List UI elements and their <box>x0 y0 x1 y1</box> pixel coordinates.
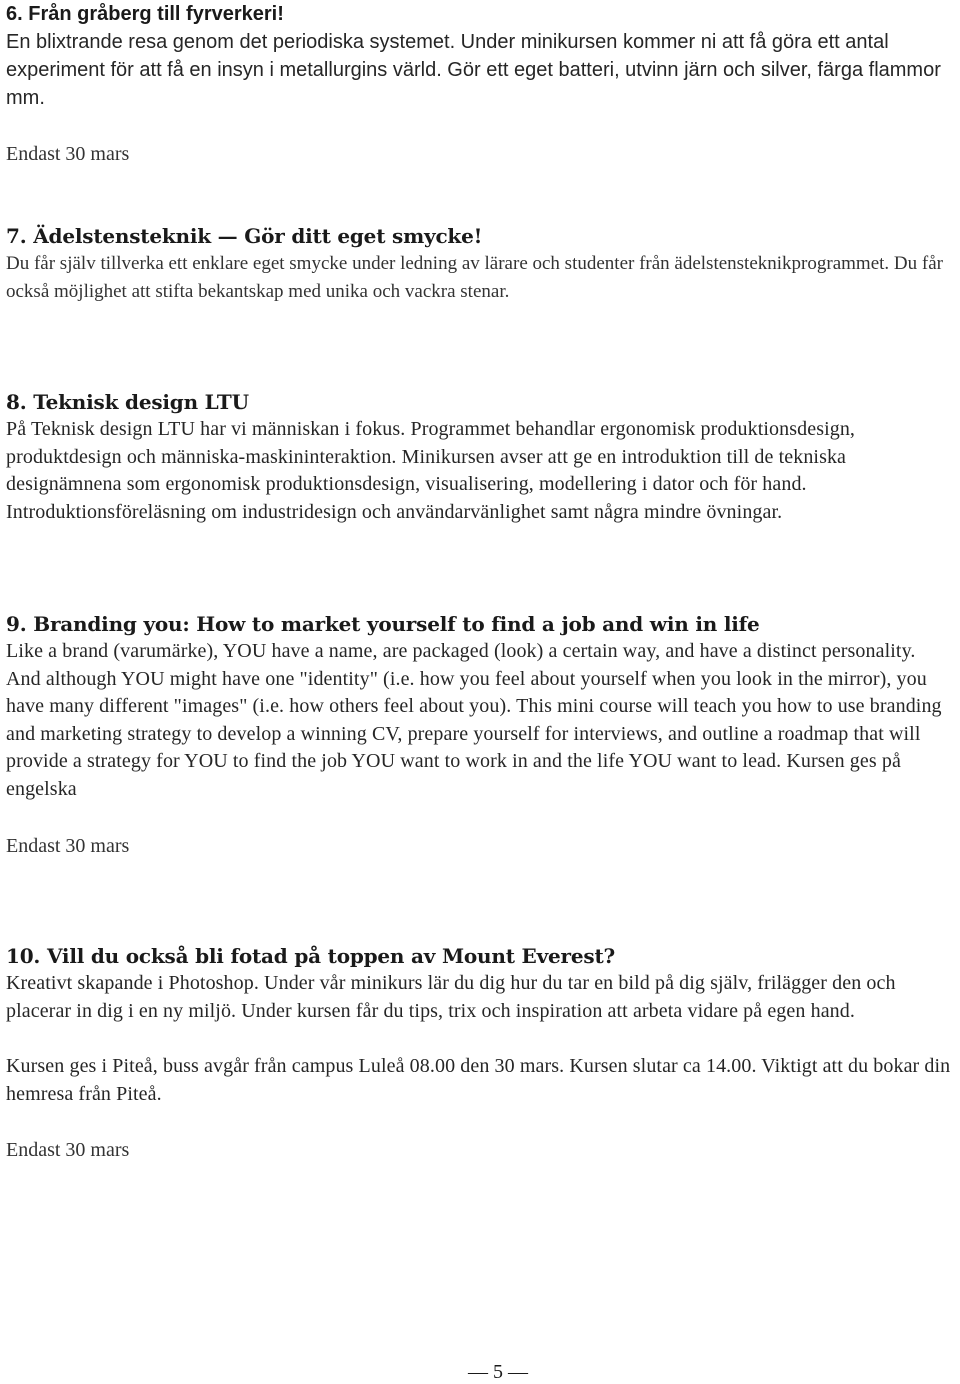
section-7-heading: 7. Ädelstensteknik — Gör ditt eget smycke! <box>6 224 483 248</box>
section-9-body: Like a brand (varumärke), YOU have a name, are packaged (look) a certain way, and have a distinct personality. And although YOU might have one "identity" (i.e. how you feel about yourself when you look in the mirror), you have many different "images" (i.e. how others feel about you). This mini course will teach you how to use branding and marketing strategy to develop a winning CV, prepare yourself for interviews, and outline a roadmap that will provide a strategy for YOU to find the job YOU want to work in and the life YOU want to lead. Kursen ges på engelska <box>6 640 942 800</box>
section-6-heading: 6. Från gråberg till fyrverkeri! <box>6 3 284 25</box>
section-10-note: Endast 30 mars <box>6 1139 130 1162</box>
section-10-body: Kreativt skapande i Photoshop. Under vår minikurs lär du dig hur du tar en bild på dig själv, frilägger den och placerar in dig i en ny miljö. Under kursen får du tips, trix och inspiration att arbeta vidare på egen hand. <box>6 972 896 1022</box>
section-10-heading: 10. Vill du också bli fotad på toppen av Mount Everest? <box>6 944 616 968</box>
section-8-heading: 8. Teknisk design LTU <box>6 390 249 414</box>
page-number: — 5 — <box>468 1361 528 1383</box>
section-6-body: En blixtrande resa genom det periodiska systemet. Under minikursen kommer ni att få göra ett antal experiment för att få en insyn i metallurgins värld. Gör ett eget batteri, utvinn järn och silver, färga flammor mm. <box>6 31 941 109</box>
section-8-body: På Teknisk design LTU har vi människan i fokus. Programmet behandlar ergonomisk produktionsdesign, produktdesign och människa-maskininteraktion. Minikursen avser att ge en introduktion till de tekniska designämnena som ergonomisk produktionsdesign, visualisering, modellering i dator och för hand. Introduktionsföreläsning om industridesign och användarvänlighet samt några mindre övningar. <box>6 418 856 523</box>
section-7-body: Du får själv tillverka ett enklare eget smycke under ledning av lärare och studenter från ädelstensteknikprogrammet. Du får också möjlighet att stifta bekantskap med unika och vackra stenar. <box>6 253 943 302</box>
section-9 <box>6 610 954 860</box>
section-10 <box>6 942 954 1164</box>
section-8 <box>6 388 954 526</box>
section-9-heading: 9. Branding you: How to market yourself to find a job and win in life <box>6 612 760 636</box>
section-6 <box>6 0 954 168</box>
section-10-body-2: Kursen ges i Piteå, buss avgår från campus Luleå 08.00 den 30 mars. Kursen slutar ca 14.00. Viktigt att du bokar din hemresa från Piteå. <box>6 1055 951 1105</box>
section-9-note: Endast 30 mars <box>6 834 130 857</box>
section-7 <box>6 222 954 305</box>
section-6-note: Endast 30 mars <box>6 143 130 165</box>
